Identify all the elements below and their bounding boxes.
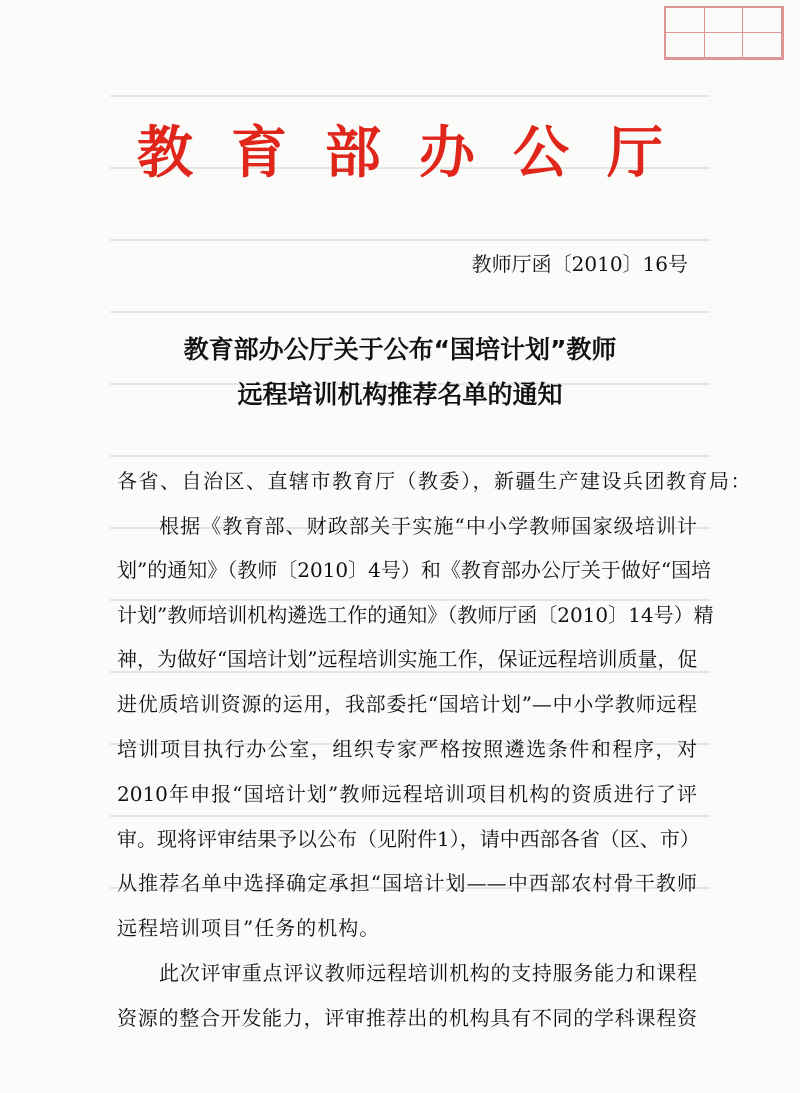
body-line-2: 划”的通知》（教师〔2010〕4号）和《教育部办公厅关于做好“国培 [117,558,712,582]
body-line-12: 资源的整合开发能力，评审推荐出的机构具有不同的学科课程资 [117,1006,697,1030]
document-title-line-1: 教育部办公厅关于公布“国培计划”教师 [183,335,617,364]
body-line-5: 进优质培训资源的运用，我部委托“国培计划”—中小学教师远程 [117,692,697,716]
body-line-7: 2010年申报“国培计划”教师远程培训项目机构的资质进行了评 [117,782,697,806]
reverse-side-bleed-through [110,95,714,995]
issuer-header: 教育部办公厅 [137,120,701,186]
document-title-line-2: 远程培训机构推荐名单的通知 [237,380,563,409]
document-number: 教师厅函〔2010〕16号 [471,252,688,276]
body-line-4: 神，为做好“国培计划”远程培训实施工作，保证远程培训质量，促 [117,647,698,671]
body-line-6: 培训项目执行办公室，组织专家严格按照遴选条件和程序，对 [117,737,697,761]
body-line-1: 根据《教育部、财政部关于实施“中小学教师国家级培训计 [159,514,697,538]
body-line-3: 计划”教师培训机构遴选工作的通知》（教师厅函〔2010〕14号）精 [117,603,714,627]
body-line-11: 此次评审重点评议教师远程培训机构的支持服务能力和课程 [159,961,697,985]
salutation: 各省、自治区、直辖市教育厅（教委），新疆生产建设兵团教育局： [117,469,752,493]
body-line-8: 审。现将评审结果予以公布（见附件1），请中西部各省（区、市） [117,827,700,851]
receipt-stamp [664,6,784,60]
body-line-9: 从推荐名单中选择确定承担“国培计划——中西部农村骨干教师 [117,871,697,895]
body-line-10: 远程培训项目”任务的机构。 [117,916,381,940]
